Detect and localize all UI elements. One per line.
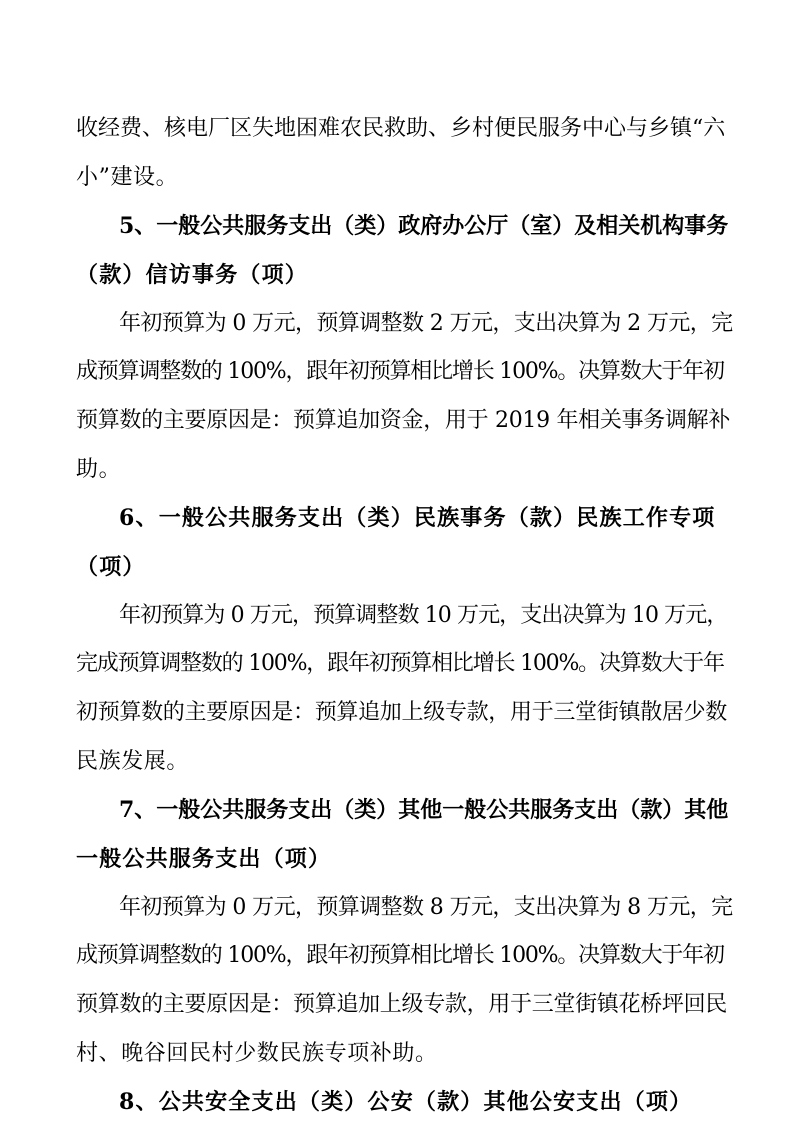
section-heading: （款）信访事务（项） bbox=[76, 262, 309, 288]
body-line: 成预算调整数的 100%，跟年初预算相比增长 100%。决算数大于年初 bbox=[76, 359, 724, 384]
body-line: 收经费、核电厂区失地困难农民救助、乡村便民服务中心与乡镇“六 bbox=[76, 116, 726, 141]
body-line: 初预算数的主要原因是：预算追加上级专款，用于三堂街镇散居少数 bbox=[76, 700, 728, 725]
body-line: 年初预算为 0 万元，预算调整数 8 万元，支出决算为 8 万元，完 bbox=[119, 895, 733, 920]
body-line: 年初预算为 0 万元，预算调整数 2 万元，支出决算为 2 万元，完 bbox=[119, 311, 733, 336]
section-heading: 8、公共安全支出（类）公安（款）其他公安支出（项） bbox=[119, 1089, 693, 1115]
body-line: 小”建设。 bbox=[76, 165, 179, 190]
section-heading: 5、一般公共服务支出（类）政府办公厅（室）及相关机构事务 bbox=[119, 213, 729, 239]
body-line: 村、晚谷回民村少数民族专项补助。 bbox=[76, 1041, 438, 1066]
body-line: 预算数的主要原因是：预算追加资金，用于 2019 年相关事务调解补 bbox=[76, 408, 731, 433]
body-line: 助。 bbox=[76, 457, 122, 482]
section-heading: 6、一般公共服务支出（类）民族事务（款）民族工作专项 bbox=[119, 505, 716, 531]
section-heading: （项） bbox=[76, 554, 146, 580]
section-heading: 一般公共服务支出（项） bbox=[76, 846, 332, 872]
body-line: 民族发展。 bbox=[76, 749, 190, 774]
body-line: 完成预算调整数的 100%，跟年初预算相比增长 100%。决算数大于年 bbox=[76, 651, 724, 676]
body-line: 成预算调整数的 100%，跟年初预算相比增长 100%。决算数大于年初 bbox=[76, 943, 724, 968]
body-line: 年初预算为 0 万元，预算调整数 10 万元，支出决算为 10 万元， bbox=[119, 603, 728, 628]
section-heading: 7、一般公共服务支出（类）其他一般公共服务支出（款）其他 bbox=[119, 797, 729, 823]
body-line: 预算数的主要原因是：预算追加上级专款，用于三堂街镇花桥坪回民 bbox=[76, 992, 728, 1017]
